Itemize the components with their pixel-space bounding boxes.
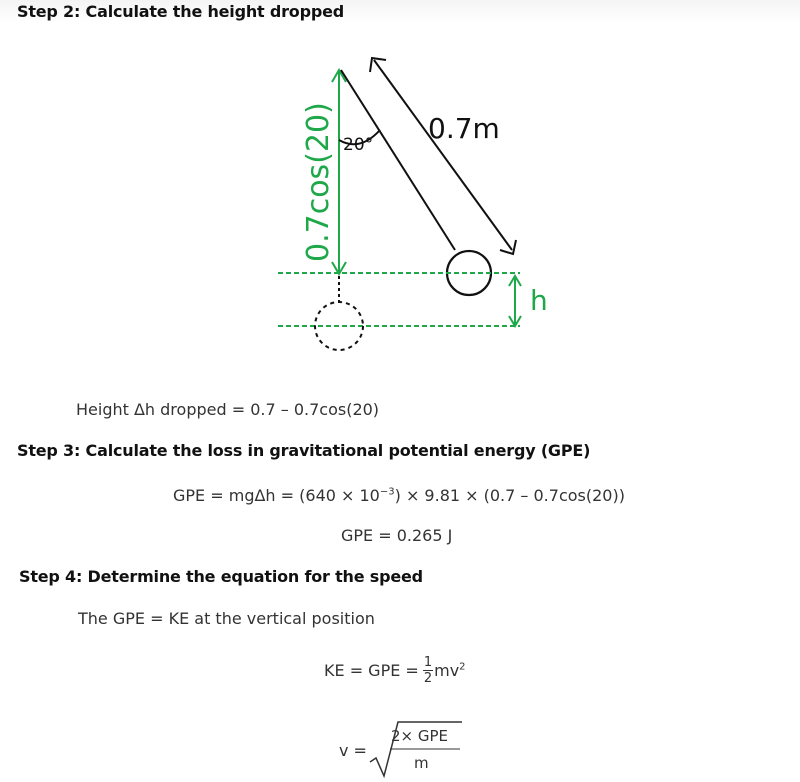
step-4-heading: Step 4: Determine the equation for the speed [19,567,423,586]
half-fraction: $\frac{1}{2}$ [423,654,433,686]
v-lhs: v = [339,741,367,760]
step-2-heading: Step 2: Calculate the height dropped [17,2,344,21]
pendulum-bob [447,251,491,295]
length-label: 0.7m [428,112,500,145]
gpe-equals-ke: The GPE = KE at the vertical position [78,609,375,628]
angle-label: 20° [343,135,374,155]
gpe-expression: GPE = $mg\Delta h = (640 \times 10^{-3}) \times 9.81 \times (0.7 - 0.7\cos(20))$ [173,486,625,505]
v-numerator: 2× GPE [391,727,449,745]
height-dropped-equation: Height Δh dropped = 0.7 – 0.7cos(20) [76,400,380,419]
length-arrow-bottom [500,240,516,254]
pendulum-string [341,70,455,250]
gpe-result: GPE = 0.265 J [341,526,453,545]
ke-equation: KE = GPE = $\frac{1}{2}$ $mv^2$ [324,654,466,686]
pendulum-diagram [0,0,800,390]
v-denominator: m [414,754,429,772]
vertical-label: 0.7cos(20) [301,102,336,262]
height-label: h [530,284,548,317]
step-3-heading: Step 3: Calculate the loss in gravitational potential energy (GPE) [17,441,591,460]
